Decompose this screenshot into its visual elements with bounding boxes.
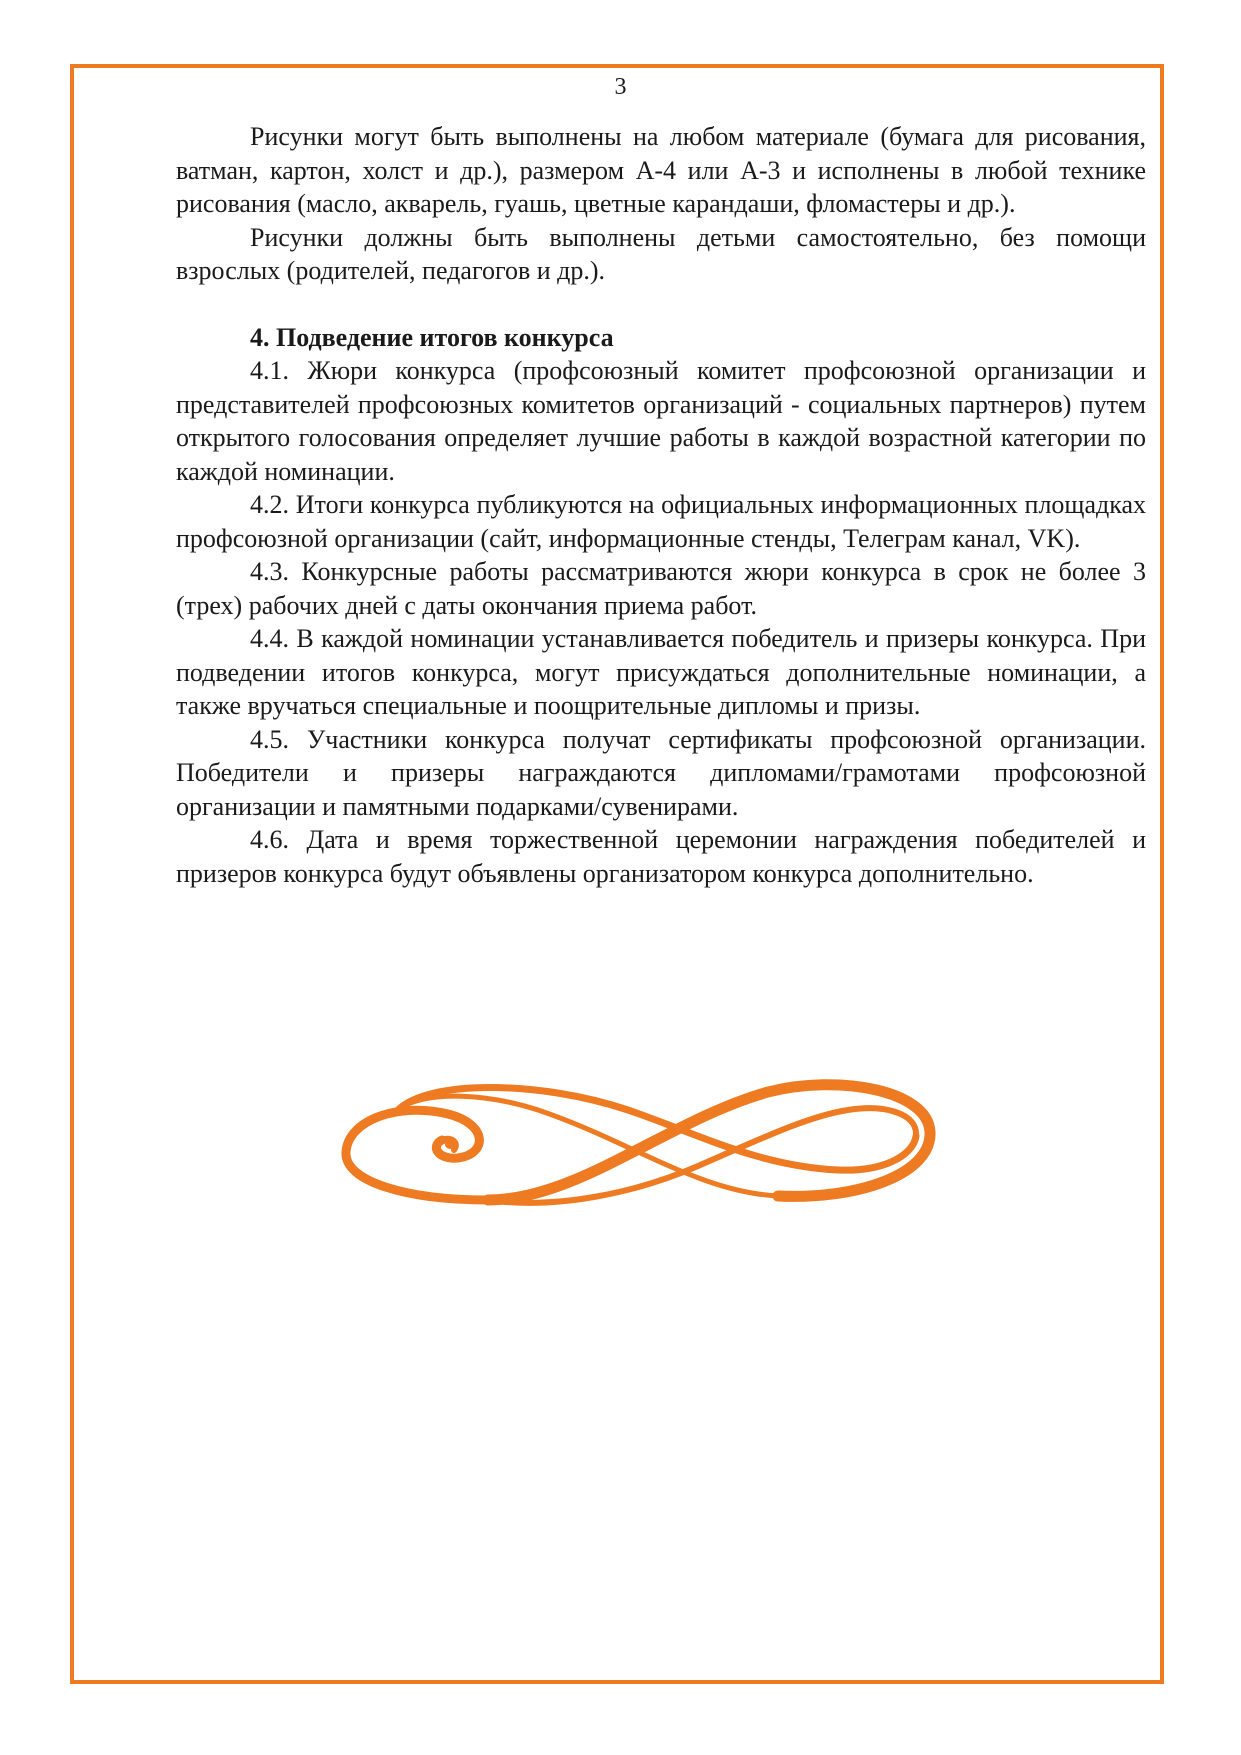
flourish-ornament-icon [338, 1070, 938, 1230]
section-item-4-2: 4.2. Итоги конкурса публикуются на официальных информационных площадках профсоюзной организации (сайт, информационные стенды, Телеграм канал, VK). [176, 490, 1146, 553]
intro-paragraph-independence: Рисунки должны быть выполнены детьми самостоятельно, без помощи взрослых (родителей, педагогов и др.). [176, 222, 1146, 285]
section-item-4-5: 4.5. Участники конкурса получат сертификаты профсоюзной организации. Победители и призеры награждаются дипломами/грамотами профсоюзной организации и памятными подарками/сувенирами. [176, 724, 1146, 821]
page-number: 3 [614, 74, 627, 100]
section-heading: 4. Подведение итогов конкурса [250, 322, 614, 352]
section-item-4-6: 4.6. Дата и время торжественной церемонии награждения победителей и призеров конкурса будут объявлены организатором конкурса дополнительно. [176, 825, 1146, 888]
section-item-4-3: 4.3. Конкурсные работы рассматриваются жюри конкурса в срок не более 3 (трех) рабочих дней с даты окончания приема работ. [176, 557, 1146, 620]
section-item-4-1: 4.1. Жюри конкурса (профсоюзный комитет профсоюзной организации и представителей профсоюзных комитетов организаций - социальных партнеров) путем открытого голосования определяет лучшие работы в каждой возрастной категории по каждой номинации. [176, 356, 1146, 486]
intro-paragraph-materials: Рисунки могут быть выполнены на любом материале (бумага для рисования, ватман, картон, холст и др.), размером А-4 или А-3 и исполнены в любой технике рисования (масло, акварель, гуашь, цветные карандаши, фломастеры и др.). [176, 122, 1146, 218]
section-item-4-4: 4.4. В каждой номинации устанавливается победитель и призеры конкурса. При подведении итогов конкурса, могут присуждаться дополнительные номинации, а также вручаться специальные и поощрительные дипломы и призы. [176, 624, 1146, 720]
document-body [176, 120, 1146, 890]
